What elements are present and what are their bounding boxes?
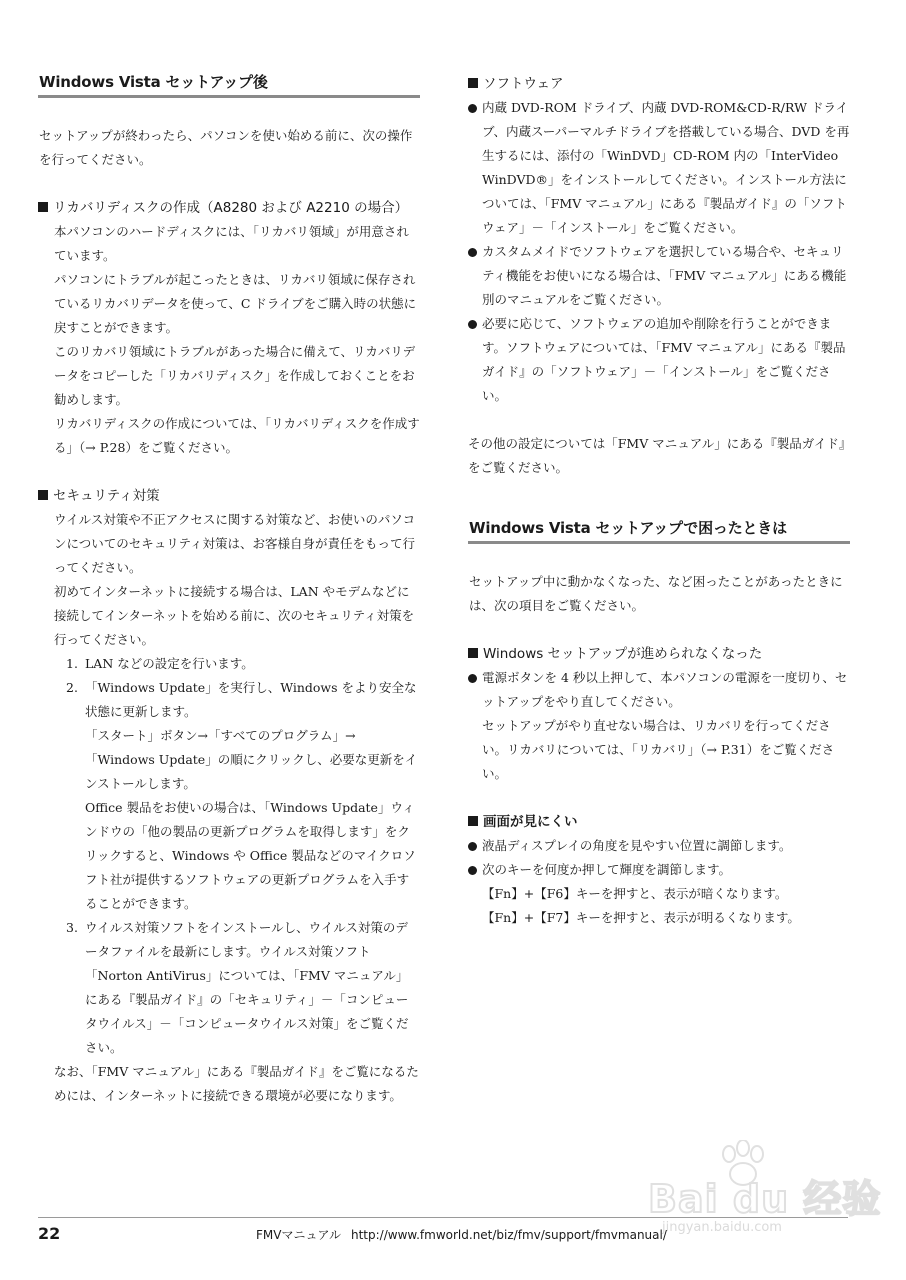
step-text: ウイルス対策ソフトをインストールし、ウイルス対策のデータファイルを最新にします。ウイルス対策ソフト「Norton AntiVirus」については、「FMV マニュアル」にある『製品ガイド』の「セキュリティ」－「コンピュータウイルス」－「コンピュータウイルス対策」をご覧ください。 xyxy=(85,920,409,1055)
trouble-intro: セットアップ中に動かなくなった、など困ったことがあったときには、次の項目をご覧ください。 xyxy=(469,574,843,613)
key-instruction: 【Fn】+【F6】キーを押すと、表示が暗くなります。 xyxy=(482,886,788,901)
software-bullet: カスタムメイドでソフトウェアを選択している場合や、セキュリティ機能をお使いになる場合は、「FMV マニュアル」にある機能別のマニュアルをご覧ください。 xyxy=(468,240,850,312)
page-footer xyxy=(38,1217,848,1248)
section-title-trouble: Windows Vista セットアップで困ったときは xyxy=(468,518,850,544)
security-body xyxy=(38,508,420,1108)
security-paragraph: ウイルス対策や不正アクセスに関する対策など、お使いのパソコンについてのセキュリティ対策は、お客様自身が責任をもって行ってください。 xyxy=(54,512,416,575)
bullet-dot-icon xyxy=(468,248,477,257)
bullet-dot-icon xyxy=(468,674,477,683)
software-bullet: 必要に応じて、ソフトウェアの追加や削除を行うことができます。ソフトウェアについては、「FMV マニュアル」にある『製品ガイド』の「ソフトウェア」－「インストール」をご覧ください。 xyxy=(468,312,850,408)
step-text: 「スタート」ボタン→「すべてのプログラム」→「Windows Update」の順にクリックし、必要な更新をインストールします。 xyxy=(85,728,418,791)
security-heading: セキュリティ対策 xyxy=(38,484,420,508)
bullet-dot-icon xyxy=(468,104,477,113)
other-settings-note: その他の設定については「FMV マニュアル」にある『製品ガイド』をご覧ください。 xyxy=(468,436,846,475)
screen-hard-to-see-heading: 画面が見にくい xyxy=(468,810,850,834)
section-title-after-setup: Windows Vista セットアップ後 xyxy=(38,72,420,98)
square-bullet-icon xyxy=(468,648,478,658)
step-number: 2. xyxy=(66,680,78,695)
manual-name: FMVマニュアル xyxy=(256,1228,341,1242)
watermark-brand: Bai du 经验 xyxy=(648,1177,882,1221)
screen-bullet: 次のキーを何度か押して輝度を調節します。 【Fn】+【F6】キーを押すと、表示が暗くなります。 【Fn】+【F7】キーを押すと、表示が明るくなります。 xyxy=(468,858,850,930)
recovery-disc-heading: リカバリディスクの作成（A8280 および A2210 の場合） xyxy=(38,196,420,220)
support-url: http://www.fmworld.net/biz/fmv/support/fmvmanual/ xyxy=(351,1228,667,1242)
security-step xyxy=(54,676,420,916)
cannot-proceed-heading: Windows セットアップが進められなくなった xyxy=(468,642,850,666)
cannot-proceed-continued: セットアップがやり直せない場合は、リカバリを行ってください。リカバリについては、「リカバリ」（→ P.31）をご覧ください。 xyxy=(482,718,835,781)
recovery-paragraph: リカバリディスクの作成については、「リカバリディスクを作成する」（→ P.28）をご覧ください。 xyxy=(54,416,420,455)
bullet-dot-icon xyxy=(468,320,477,329)
recovery-disc-body xyxy=(38,220,420,460)
key-instruction: 【Fn】+【F7】キーを押すと、表示が明るくなります。 xyxy=(482,910,800,925)
screen-bullet: 液晶ディスプレイの角度を見やすい位置に調節します。 xyxy=(468,834,850,858)
recovery-paragraph: 本パソコンのハードディスクには、「リカバリ領域」が用意されています。 xyxy=(54,224,409,263)
watermark-domain: jingyan.baidu.com xyxy=(662,1220,782,1235)
security-step xyxy=(54,652,420,676)
cannot-proceed-bullet: 電源ボタンを 4 秒以上押して、本パソコンの電源を一度切り、セットアップをやり直してください。 セットアップがやり直せない場合は、リカバリを行ってください。リカバリについては、「リカバリ」（→ P.31）をご覧ください。 xyxy=(468,666,850,786)
software-heading: ソフトウェア xyxy=(468,72,850,96)
footer-reference xyxy=(256,1226,667,1243)
software-bullet: 内蔵 DVD-ROM ドライブ、内蔵 DVD-ROM&CD-R/RW ドライブ、内蔵スーパーマルチドライブを搭載している場合、DVD を再生するには、添付の「WinDVD」CD-ROM 内の「InterVideo WinDVD®」をインストールしてください。インストール方法については、「FMV マニュアル」にある『製品ガイド』の「ソフトウェア」－「インストール」をご覧ください。 xyxy=(468,96,850,240)
security-paragraph: 初めてインターネットに接続する場合は、LAN やモデムなどに接続してインターネットを始める前に、次のセキュリティ対策を行ってください。 xyxy=(54,584,415,647)
recovery-paragraph: このリカバリ領域にトラブルがあった場合に備えて、リカバリデータをコピーした「リカバリディスク」を作成しておくことをお勧めします。 xyxy=(54,344,416,407)
bullet-dot-icon xyxy=(468,866,477,875)
page-number: 22 xyxy=(38,1224,61,1243)
square-bullet-icon xyxy=(38,202,48,212)
bullet-dot-icon xyxy=(468,842,477,851)
security-step xyxy=(54,916,420,1060)
security-closing: なお、「FMV マニュアル」にある『製品ガイド』をご覧になるためには、インターネットに接続できる環境が必要になります。 xyxy=(54,1064,419,1103)
step-text: LAN などの設定を行います。 xyxy=(85,656,254,671)
square-bullet-icon xyxy=(468,816,478,826)
left-column xyxy=(38,72,420,1108)
square-bullet-icon xyxy=(468,78,478,88)
step-number: 1. xyxy=(66,656,78,671)
setup-intro: セットアップが終わったら、パソコンを使い始める前に、次の操作を行ってください。 xyxy=(39,128,413,167)
step-text: 「Windows Update」を実行し、Windows をより安全な状態に更新します。 xyxy=(85,680,417,719)
step-text: Office 製品をお使いの場合は、「Windows Update」ウィンドウの「他の製品の更新プログラムを取得します」をクリックすると、Windows や Office 製品などのマイクロソフト社が提供するソフトウェアの更新プログラムを入手することができます。 xyxy=(85,800,416,911)
square-bullet-icon xyxy=(38,490,48,500)
recovery-paragraph: パソコンにトラブルが起こったときは、リカバリ領域に保存されているリカバリデータを使って、C ドライブをご購入時の状態に戻すことができます。 xyxy=(54,272,417,335)
right-column xyxy=(468,72,850,930)
step-number: 3. xyxy=(66,920,78,935)
